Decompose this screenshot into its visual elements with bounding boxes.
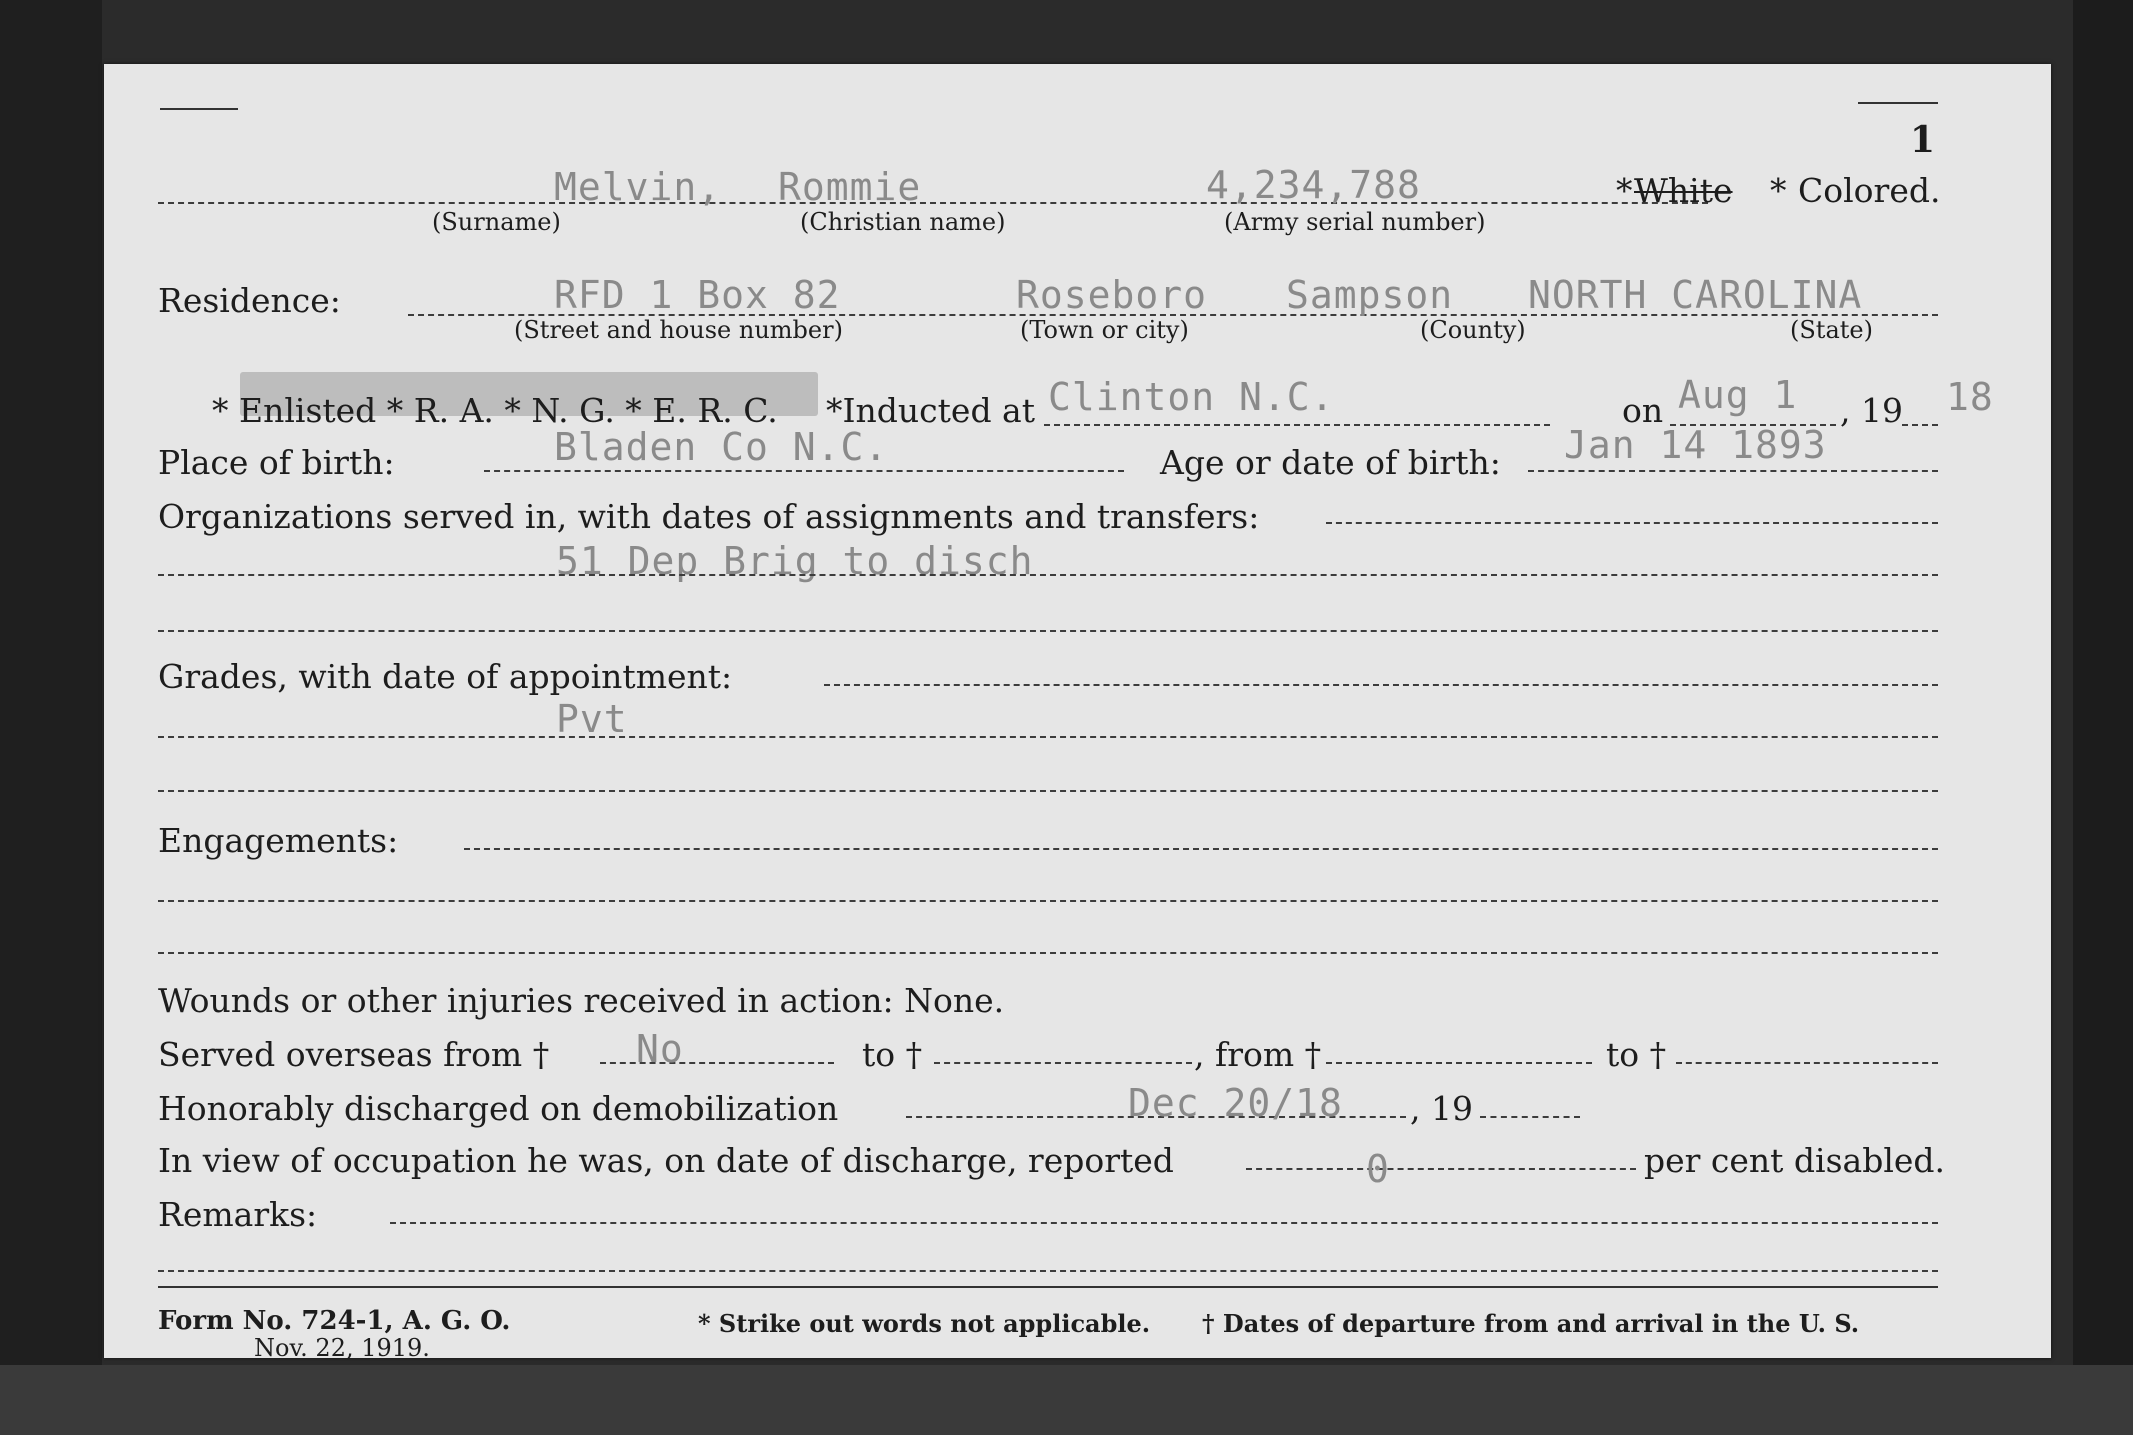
inducted-date: Aug 1 <box>1678 373 1798 417</box>
grades-line-1 <box>824 684 1938 686</box>
engagements-line-3 <box>158 952 1938 954</box>
organizations-line-2 <box>158 574 1938 576</box>
caption-town: (Town or city) <box>1020 316 1189 344</box>
top-left-rule <box>160 108 238 110</box>
grades-line-3 <box>158 790 1938 792</box>
race-colored: Colored. <box>1798 171 1941 210</box>
discharge-label: Honorably discharged on demobilization <box>158 1089 839 1128</box>
inducted-year: 18 <box>1946 375 1994 419</box>
engagements-line-1 <box>464 848 1938 850</box>
overseas-from-value: No <box>636 1027 684 1071</box>
caption-state: (State) <box>1790 316 1873 344</box>
surname-value: Melvin, <box>554 165 722 209</box>
discharge-year-suffix: , 19 <box>1410 1089 1473 1128</box>
place-of-birth-label: Place of birth: <box>158 443 395 482</box>
inducted-line <box>1044 424 1550 426</box>
footer-rule <box>158 1286 1938 1288</box>
overseas-label: Served overseas from † <box>158 1035 550 1074</box>
discharge-year-line <box>1480 1116 1580 1118</box>
service-record-card <box>104 64 2051 1362</box>
discharge-date: Dec 20/18 <box>1128 1081 1343 1125</box>
race-white: White <box>1634 171 1733 210</box>
engagements-line-2 <box>158 900 1938 902</box>
overseas-to-line <box>934 1062 1192 1064</box>
residence-label: Residence: <box>158 281 341 320</box>
scan-border-left <box>0 0 102 1435</box>
serial-number-value: 4,234,788 <box>1206 163 1421 207</box>
date-of-birth-label: Age or date of birth: <box>1160 443 1501 482</box>
overseas-from2-label: , from † <box>1194 1035 1322 1074</box>
form-date: Nov. 22, 1919. <box>254 1334 430 1362</box>
year-prefix: , 19 <box>1840 391 1903 430</box>
overseas-from2-line <box>1326 1062 1592 1064</box>
overseas-to2-line <box>1676 1062 1938 1064</box>
date-of-birth-value: Jan 14 1893 <box>1564 423 1827 467</box>
overseas-to2-label: to † <box>1606 1035 1667 1074</box>
place-of-birth-line <box>484 470 1124 472</box>
dates-note: † Dates of departure from and arrival in the U. S. <box>1202 1309 1860 1338</box>
caption-christian-name: (Christian name) <box>800 208 1006 236</box>
on-label: on <box>1622 391 1664 430</box>
remarks-line-1 <box>390 1222 1938 1224</box>
engagements-label: Engagements: <box>158 821 399 860</box>
overseas-to-label: to † <box>862 1035 923 1074</box>
caption-serial-number: (Army serial number) <box>1224 208 1486 236</box>
disability-label: In view of occupation he was, on date of discharge, reported <box>158 1141 1174 1180</box>
card-number: 1 <box>1910 119 1936 161</box>
race-star-b: * <box>1770 171 1787 210</box>
scan-border-bottom <box>0 1365 2133 1435</box>
grades-label: Grades, with date of appointment: <box>158 657 733 696</box>
date-of-birth-line <box>1528 470 1938 472</box>
disability-suffix: per cent disabled. <box>1644 1141 1946 1180</box>
organizations-line-1 <box>1326 522 1938 524</box>
inducted-place: Clinton N.C. <box>1048 375 1335 419</box>
grades-line-2 <box>158 736 1938 738</box>
form-number: Form No. 724-1, A. G. O. <box>158 1306 511 1336</box>
enlistment-options: * Enlisted * R. A. * N. G. * E. R. C. <box>212 391 778 430</box>
caption-surname: (Surname) <box>432 208 561 236</box>
organizations-line-3 <box>158 630 1938 632</box>
christian-name-value: Rommie <box>778 165 922 209</box>
caption-street: (Street and house number) <box>514 316 843 344</box>
year-line <box>1902 424 1938 426</box>
race-star-a: * <box>1616 171 1633 210</box>
top-right-rule <box>1858 102 1938 104</box>
remarks-line-2 <box>158 1270 1938 1272</box>
organizations-value: 51 Dep Brig to disch <box>556 539 1034 583</box>
residence-town: Roseboro <box>1016 273 1208 317</box>
residence-county: Sampson <box>1286 273 1454 317</box>
disability-line <box>1246 1168 1636 1170</box>
wounds-label: Wounds or other injuries received in action: None. <box>158 981 1005 1020</box>
remarks-label: Remarks: <box>158 1195 318 1234</box>
inducted-label: *Inducted at <box>826 391 1035 430</box>
place-of-birth-value: Bladen Co N.C. <box>554 425 889 469</box>
organizations-label: Organizations served in, with dates of assignments and transfers: <box>158 497 1260 536</box>
scan-border-right <box>2073 0 2133 1435</box>
residence-state: NORTH CAROLINA <box>1528 273 1863 317</box>
residence-street: RFD 1 Box 82 <box>554 273 841 317</box>
strike-note: * Strike out words not applicable. <box>698 1309 1151 1338</box>
grades-value: Pvt <box>556 697 628 741</box>
disability-value: 0 <box>1366 1147 1390 1191</box>
name-line <box>158 202 1708 204</box>
caption-county: (County) <box>1420 316 1526 344</box>
